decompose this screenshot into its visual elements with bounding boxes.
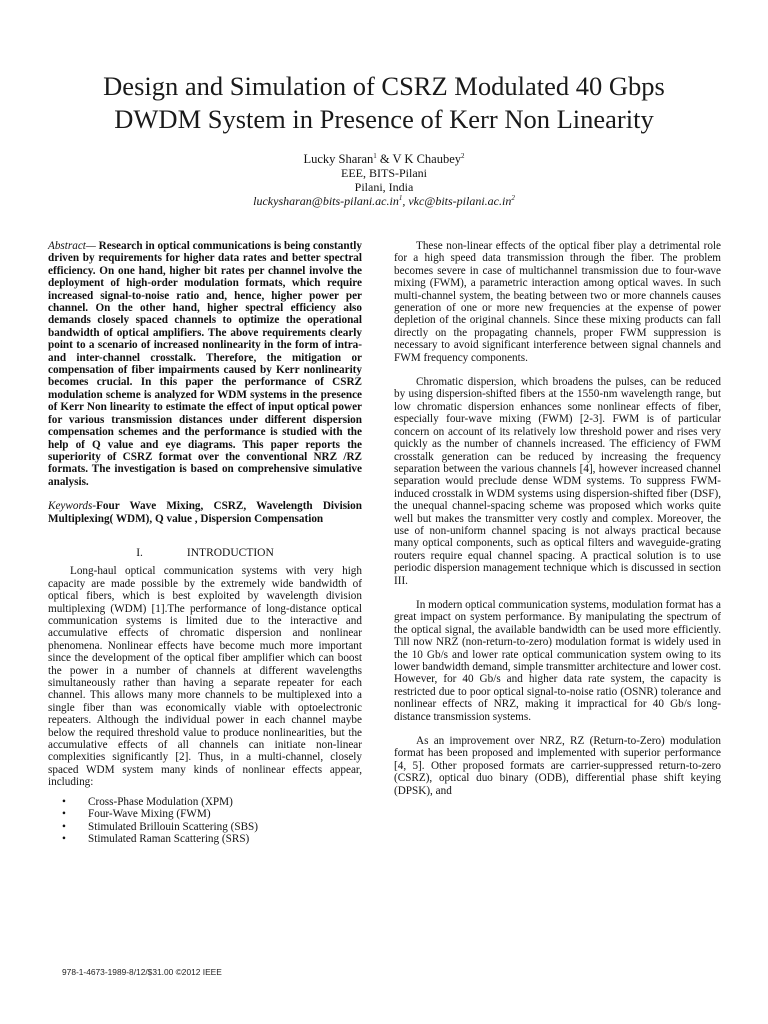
- author-2: V K Chaubey: [392, 152, 462, 166]
- paragraph-chromatic-dispersion: Chromatic dispersion, which broadens the pulses, can be reduced by using dispersion-shifted fibers at the 1550-nm wavelength range, but low chromatic dispersion enhances some nonlinear effects of fiber, especially four-wave mixing (FWM) [2-3]. FWM is of particular concern on account of its relatively low threshold power and rises very quickly as the number of channels increased. The efficiency of FWM crosstalk generation can be reduced by increasing the frequency separation between the various channels [4], however increased channel separation would preclude dense WDM systems. To suppress FWM-induced crosstalk in WDM systems using dispersion-shifted fiber (DSF), the unequal channel-spacing scheme was proposed which works quite well but makes the transmitter very costly and complex. Moreover, the use of non-uniform channel spacing is not always practical because many optical components, such as optical filters and waveguide-grating routers require equal channel spacing. A practical solution is to use periodic dispersion management technique which is discussed in section III.: [394, 376, 721, 587]
- email-1-sup: 1: [398, 194, 403, 202]
- paragraph-rz-improvement: As an improvement over NRZ, RZ (Return-to-Zero) modulation format has been proposed and implemented with superior performance [4, 5]. Other proposed formats are carrier-suppressed return-to-zero (CSRZ), optical duo binary (ODB), differential phase shift keying (DPSK), and: [394, 735, 721, 797]
- right-column: [394, 240, 721, 797]
- section-number: I.: [136, 546, 143, 559]
- author-2-sup: 2: [461, 151, 465, 160]
- affiliation: EEE, BITS-Pilani: [341, 166, 427, 180]
- email-2: vkc@bits-pilani.ac.in: [408, 194, 512, 208]
- title-line-2: DWDM System in Presence of Kerr Non Linearity: [114, 104, 654, 134]
- section-heading: [48, 547, 362, 559]
- paper-title: [40, 70, 728, 136]
- section-title: INTRODUCTION: [186, 546, 274, 559]
- abstract: [48, 240, 362, 488]
- keywords-lead: Keywords-: [48, 500, 97, 513]
- author-names: [0, 152, 768, 166]
- list-item: • Four-Wave Mixing (FWM): [62, 808, 362, 821]
- author-separator: &: [376, 152, 393, 166]
- author-1: Lucky Sharan: [303, 152, 374, 166]
- email-2-sup: 2: [511, 194, 515, 202]
- keywords-text: Four Wave Mixing, CSRZ, Wavelength Division Multiplexing( WDM), Q value , Dispersion Compensation: [48, 500, 362, 525]
- abstract-lead: Abstract—: [48, 240, 96, 252]
- keywords: [48, 500, 362, 525]
- nonlinear-effects-list: [48, 796, 362, 846]
- paragraph-modulation-format: In modern optical communication systems, modulation format has a great impact on system performance. By manipulating the spectrum of the optical signal, the available bandwidth can be used more efficiently. Till now NRZ (non-return-to-zero) modulation format is widely used in the 10 Gb/s and lower rate optical communication system owing to its lower bandwidth demand, simple transmitter architecture and lower cost. However, for 40 Gb/s and higher data rate system, the capacity is restricted due to poor optical signal-to-noise ratio (OSNR) tolerance and nonlinear effects of NRZ, making it impractical for 40 Gb/s long-distance transmission systems.: [394, 598, 721, 723]
- location: Pilani, India: [354, 180, 414, 194]
- author-1-sup: 1: [373, 151, 377, 160]
- email-1: luckysharan@bits-pilani.ac.in: [253, 194, 399, 208]
- list-item: • Stimulated Brillouin Scattering (SBS): [62, 821, 362, 834]
- emails: [0, 194, 768, 208]
- paragraph-nonlinear-effects: These non-linear effects of the optical fiber play a detrimental role for a high speed data transmission through the fiber. The problem becomes severe in case of multichannel transmission due to four-wave mixing (FWM), a parametric interaction among optical waves. In such multi-channel system, the beating between two or more channels causes generation of one or more new frequencies at the expense of power depletion of the original channels. Since these mixing products can fall directly on the propagating channels, proper FWM suppression is necessary to avoid significant interference between signal channels and FWM frequency components.: [394, 240, 721, 364]
- list-item: • Stimulated Raman Scattering (SRS): [62, 833, 362, 846]
- list-item: • Cross-Phase Modulation (XPM): [62, 796, 362, 809]
- copyright-footer: 978-1-4673-1989-8/12/$31.00 ©2012 IEEE: [62, 967, 222, 977]
- intro-paragraph: Long-haul optical communication systems with very high capacity are made possible by the extremely wide bandwidth of optical fibers, which is best exploited by wavelength division multiplexing (WDM) [1].The performance of long-distance optical communication systems is limited due to the interactive and accumulative effects of chromatic dispersion and nonlinear phenomena. Nonlinear effects have become much more important since the development of the optical fiber amplifier which can boost the power in a number of channels at different wavelengths simultaneously rather than having a separate repeater for each channel. This allows many more channels to be multiplexed into a single fiber than was economically viable with optoelectronic repeaters. Although the individual power in each channel maybe below the required threshold value to produce nonlinearities, but the accumulative effects of all channels can initiate non-linear complexities significantly [2]. Thus, in a multi-channel, closely spaced WDM system many kinds of nonlinear effects appear, including:: [48, 565, 362, 789]
- author-block: [0, 152, 768, 208]
- email-separator: ,: [402, 194, 409, 208]
- title-line-1: Design and Simulation of CSRZ Modulated 40 Gbps: [103, 71, 665, 101]
- left-column: [48, 240, 362, 846]
- abstract-text: Research in optical communications is being constantly driven by requirements for higher data rates and better spectral efficiency. On one hand, higher bit rates per channel involve the deployment of high-order modulation formats, which require increased signal-to-noise ratio and, hence, higher power per channel. On the other hand, higher spectral efficiency also demands closely spaced channels to optimize the operational bandwidth of optical amplifiers. The above requirements clearly point to a scenario of increased nonlinearity in the form of intra- and inter-channel crosstalk. Therefore, the mitigation or compensation of fiber impairments caused by Kerr nonlinearity becomes crucial. In this paper the performance of CSRZ modulation scheme is analyzed for WDM systems in the presence of Kerr Non linearity to estimate the effect of input optical power for various transmission distances under different dispersion compensation schemes and the performance is studied with the help of Q value and eye diagrams. This paper reports the superiority of CSRZ format over the conventional NRZ /RZ formats. The investigation is based on comprehensive simulative analysis.: [48, 240, 362, 488]
